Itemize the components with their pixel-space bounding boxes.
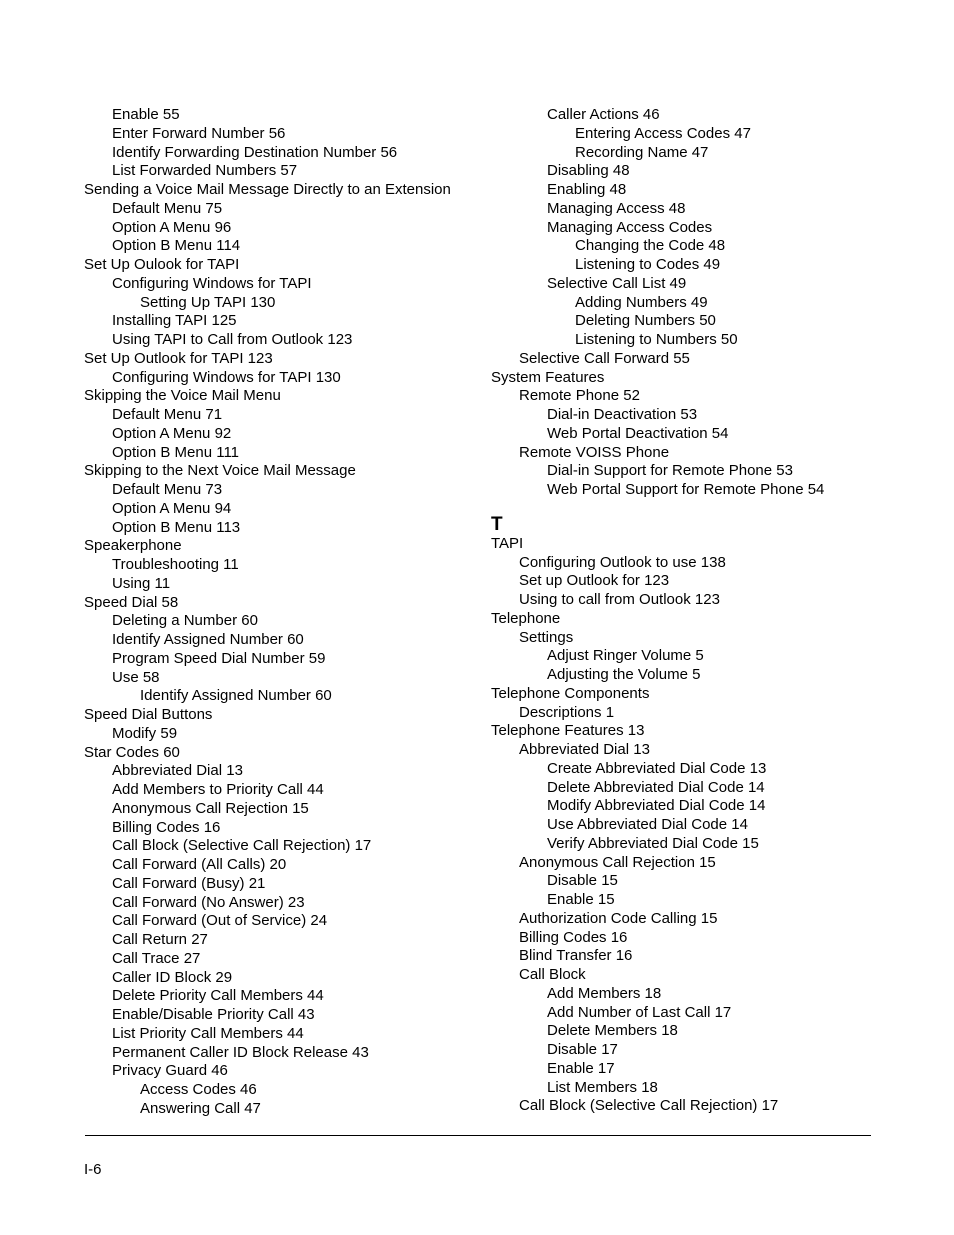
index-entry: Recording Name 47 — [575, 143, 709, 161]
index-entry: Set Up Outlook for TAPI 123 — [84, 349, 273, 367]
index-entry: Enabling 48 — [547, 181, 627, 198]
index-entry: Delete Abbreviated Dial Code 14 — [547, 778, 765, 796]
index-entry: Telephone Components — [491, 684, 650, 702]
index-entry: Remote Phone 52 — [519, 387, 640, 405]
index-entry: Descriptions 1 — [519, 703, 615, 721]
index-entry: Identify Assigned Number 60 — [112, 631, 304, 648]
index-entry: Enter Forward Number 56 — [112, 124, 286, 142]
index-entry: Option A Menu 94 — [112, 499, 232, 517]
index-group-s — [491, 106, 891, 500]
index-entry: List Priority Call Members 44 — [112, 1024, 304, 1042]
index-entry: Add Members to Priority Call 44 — [112, 781, 324, 798]
index-entry: Option B Menu 113 — [112, 518, 241, 536]
index-entry: Speed Dial Buttons — [84, 706, 213, 723]
index-entry: Configuring Windows for TAPI — [112, 274, 312, 292]
index-entry: Verify Abbreviated Dial Code 15 — [547, 834, 759, 852]
index-entry: Billing Codes 16 — [112, 818, 221, 836]
index-entry: Listening to Numbers 50 — [575, 331, 738, 348]
index-entry: Using 11 — [112, 574, 171, 592]
index-entry: Web Portal Support for Remote Phone 54 — [547, 481, 825, 498]
index-entry: Call Forward (All Calls) 20 — [112, 856, 287, 873]
index-entry: Add Members 18 — [547, 984, 662, 1002]
index-entry: Settings — [519, 628, 574, 646]
index-entry: System Features — [491, 368, 605, 386]
index-entry: Caller Actions 46 — [547, 106, 660, 123]
index-entry: Program Speed Dial Number 59 — [112, 649, 326, 667]
index-entry: Identify Forwarding Destination Number 56 — [112, 143, 398, 161]
index-column-left — [84, 106, 484, 1119]
index-entry: Enable/Disable Priority Call 43 — [112, 1006, 315, 1023]
index-entry: Add Number of Last Call 17 — [547, 1003, 732, 1021]
index-entry: Configuring Windows for TAPI 130 — [112, 368, 341, 386]
index-entry: Managing Access Codes — [547, 218, 713, 236]
index-entry: Skipping to the Next Voice Mail Message — [84, 462, 356, 480]
index-entry: Blind Transfer 16 — [519, 947, 633, 965]
index-entry: Call Trace 27 — [112, 949, 201, 967]
index-entry: Using to call from Outlook 123 — [519, 591, 720, 608]
index-entry: Permanent Caller ID Block Release 43 — [112, 1043, 369, 1061]
index-entry: Authorization Code Calling 15 — [519, 909, 718, 927]
index-entry: Call Forward (No Answer) 23 — [112, 893, 305, 911]
index-entry: Star Codes 60 — [84, 743, 180, 761]
index-entry: Dial-in Deactivation 53 — [547, 406, 698, 423]
index-entry: Set Up Oulook for TAPI — [84, 256, 240, 273]
index-entry: Answering Call 47 — [140, 1099, 261, 1117]
index-entry: Web Portal Deactivation 54 — [547, 424, 729, 442]
index-entry: Speed Dial 58 — [84, 593, 179, 611]
index-entry: Sending a Voice Mail Message Directly to an Extension — [84, 181, 451, 198]
index-entry: Option A Menu 96 — [112, 218, 232, 236]
index-entry: Remote VOISS Phone — [519, 443, 670, 461]
index-entry: Billing Codes 16 — [519, 928, 628, 946]
index-entry: Telephone Features 13 — [491, 722, 645, 740]
index-entry: Use Abbreviated Dial Code 14 — [547, 816, 748, 833]
index-column-right — [491, 106, 891, 1116]
index-entry: Setting Up TAPI 130 — [140, 293, 276, 311]
index-entry: Telephone — [491, 609, 561, 627]
section-letter: T — [491, 513, 503, 535]
index-entry: Selective Call List 49 — [547, 274, 687, 292]
index-entry: Modify Abbreviated Dial Code 14 — [547, 797, 766, 815]
index-entry: Skipping the Voice Mail Menu — [84, 387, 281, 405]
index-entry: Dial-in Support for Remote Phone 53 — [547, 462, 793, 480]
index-entry: List Forwarded Numbers 57 — [112, 162, 298, 180]
index-entry: Anonymous Call Rejection 15 — [112, 799, 309, 817]
index-entry: Listening to Codes 49 — [575, 256, 721, 273]
index-entry: Caller ID Block 29 — [112, 968, 233, 986]
index-entry: Call Block — [519, 966, 586, 983]
index-entry: Changing the Code 48 — [575, 237, 726, 255]
index-entry: Call Block (Selective Call Rejection) 17 — [112, 837, 372, 855]
index-entry: Adjusting the Volume 5 — [547, 666, 701, 683]
index-entry: Abbreviated Dial 13 — [112, 762, 243, 780]
index-entry: Default Menu 75 — [112, 199, 223, 217]
index-entry: Deleting a Number 60 — [112, 612, 258, 630]
index-entry: Abbreviated Dial 13 — [519, 741, 650, 758]
index-entry: Selective Call Forward 55 — [519, 349, 690, 367]
index-entry: Entering Access Codes 47 — [575, 124, 751, 142]
index-entry: Option B Menu 111 — [112, 443, 240, 461]
index-entry: Option B Menu 114 — [112, 237, 241, 255]
index-entry: Configuring Outlook to use 138 — [519, 553, 726, 571]
index-entry: Privacy Guard 46 — [112, 1062, 228, 1080]
index-entry: Deleting Numbers 50 — [575, 312, 716, 330]
index-entry: List Members 18 — [547, 1078, 658, 1096]
index-entry: Use 58 — [112, 668, 160, 686]
index-entry: Delete Priority Call Members 44 — [112, 987, 324, 1005]
index-entry: Identify Assigned Number 60 — [140, 687, 332, 705]
index-entry: Anonymous Call Rejection 15 — [519, 853, 716, 871]
index-entry: Disabling 48 — [547, 162, 630, 180]
index-entry: Delete Members 18 — [547, 1022, 678, 1040]
index-entry: Using TAPI to Call from Outlook 123 — [112, 331, 353, 348]
index-entry: Enable 55 — [112, 106, 180, 123]
page-number: I-6 — [84, 1161, 102, 1178]
index-entry: Speakerphone — [84, 537, 182, 555]
index-entry: Create Abbreviated Dial Code 13 — [547, 759, 767, 777]
index-entry: Disable 15 — [547, 872, 618, 890]
index-entry: Managing Access 48 — [547, 199, 686, 217]
index-entry: Call Return 27 — [112, 931, 208, 948]
index-group-t — [491, 535, 891, 1116]
index-entry: Adding Numbers 49 — [575, 293, 708, 311]
index-entry: Enable 17 — [547, 1059, 615, 1077]
index-entry: Installing TAPI 125 — [112, 312, 237, 330]
index-entry: Modify 59 — [112, 724, 178, 742]
index-entry: TAPI — [491, 534, 524, 552]
index-entry: Disable 17 — [547, 1041, 618, 1058]
footer-rule — [85, 1135, 871, 1136]
index-entry: Call Forward (Out of Service) 24 — [112, 912, 328, 930]
index-entry: Enable 15 — [547, 891, 615, 908]
index-entry: Option A Menu 92 — [112, 424, 232, 442]
index-entry: Call Block (Selective Call Rejection) 17 — [519, 1097, 779, 1115]
index-entry: Default Menu 71 — [112, 406, 223, 423]
index-entry: Adjust Ringer Volume 5 — [547, 647, 704, 665]
index-entry: Set up Outlook for 123 — [519, 572, 670, 590]
index-entry: Access Codes 46 — [140, 1081, 257, 1098]
index-entry: Call Forward (Busy) 21 — [112, 874, 266, 892]
index-entry: Default Menu 73 — [112, 481, 223, 498]
index-entry: Troubleshooting 11 — [112, 556, 239, 573]
